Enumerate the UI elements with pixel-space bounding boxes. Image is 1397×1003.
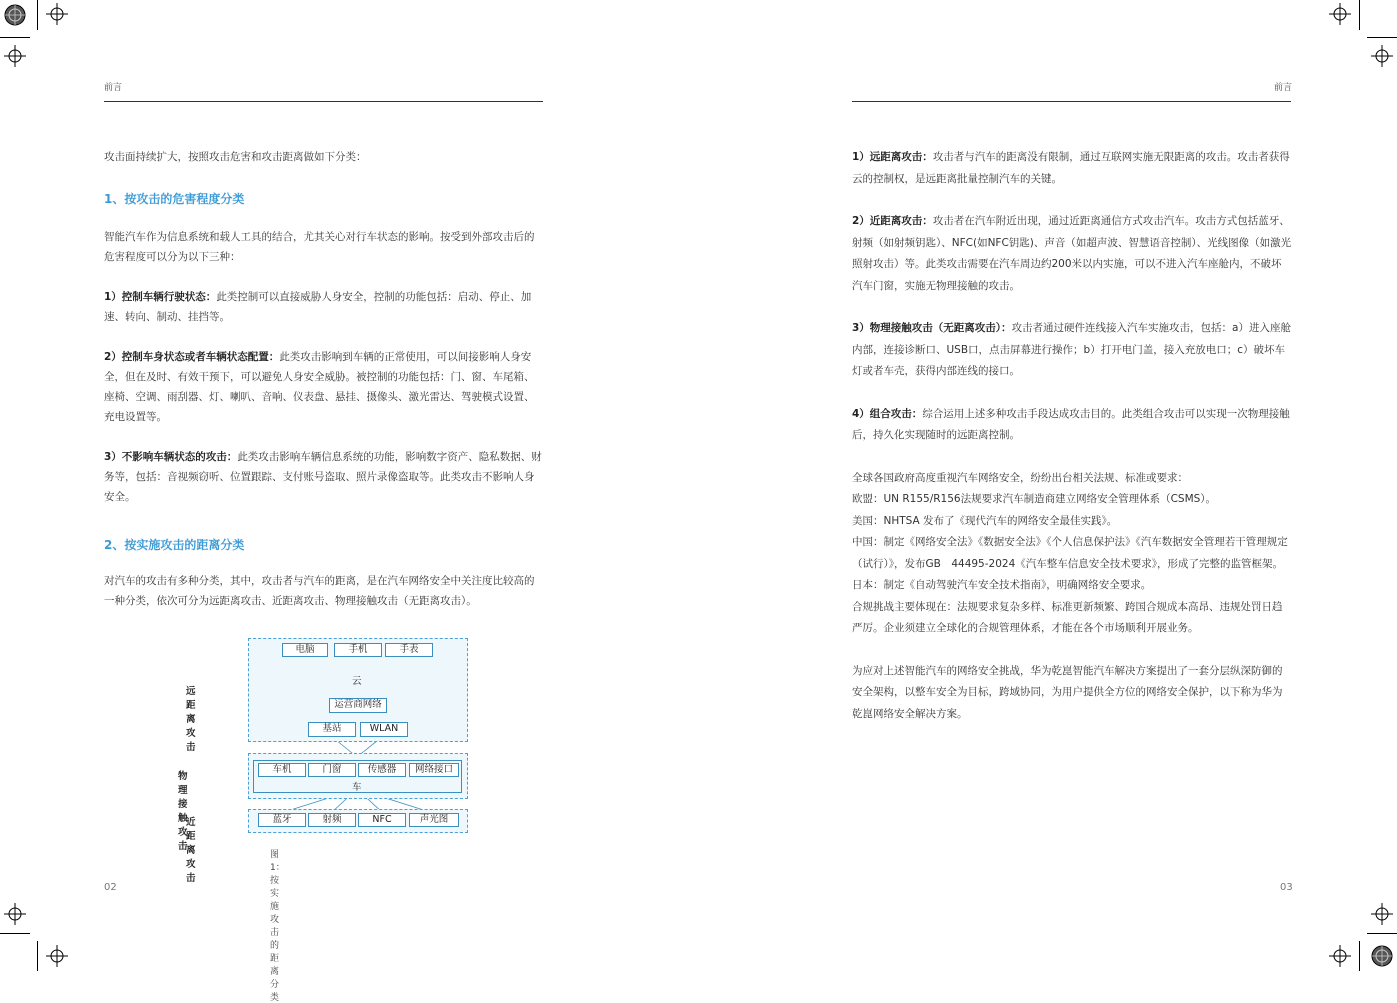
section-intro: 对汽车的攻击有多种分类，其中，攻击者与汽车的距离，是在汽车网络安全中关注度比较高的一种分类，依次可分为远距离攻击、近距离攻击、物理接触攻击（无距离攻击）。 bbox=[104, 575, 535, 607]
diagram-node: WLAN bbox=[360, 722, 408, 737]
list-item: 2）近距离攻击：攻击者在汽车附近出现，通过近距离通信方式攻击汽车。攻击方式包括蓝牙、射频（如射频钥匙）、NFC(如NFC钥匙)、声音（如超声波、智慧语音控制）、光线图像（如激光照射攻击）等。此类攻击需要在汽车周边约200米以内实施，可以不进入汽车座舱内，不破坏汽车门窗，实施无物理接触的攻击。 bbox=[852, 215, 1292, 292]
group-label-physical: 物理接触攻击 bbox=[178, 771, 188, 852]
right-body bbox=[852, 147, 1292, 725]
regulation-line: 日本：制定《自动驾驶汽车安全技术指南》，明确网络安全要求。 bbox=[852, 579, 1152, 591]
registration-mark-icon bbox=[1329, 945, 1351, 967]
crop-mark bbox=[1367, 933, 1397, 934]
diagram-node: 传感器 bbox=[358, 763, 406, 777]
regulation-line: 中国：制定《网络安全法》《数据安全法》《个人信息保护法》《汽车数据安全管理若干管理规定（试行）》，发布GB 44495-2024《汽车整车信息安全技术要求》，形成了完整的监管框架。 bbox=[852, 536, 1288, 570]
regulation-line: 欧盟：UN R155/R156法规要求汽车制造商建立网络安全管理体系（CSMS）。 bbox=[852, 493, 1217, 505]
diagram-node: 运营商网络 bbox=[329, 698, 387, 713]
car-label: 车 bbox=[352, 782, 362, 793]
diagram-node: 车机 bbox=[258, 763, 306, 777]
intro-paragraph: 攻击面持续扩大，按照攻击危害和攻击距离做如下分类： bbox=[104, 151, 367, 163]
diagram-node: 门窗 bbox=[308, 763, 356, 777]
header-rule bbox=[852, 101, 1291, 102]
conclusion-paragraph: 为应对上述智能汽车的网络安全挑战，华为乾崑智能汽车解决方案提出了一套分层纵深防御的安全架构，以整车安全为目标，跨域协同，为用户提供全方位的网络安全保护，以下称为华为乾崑网络安全解决方案。 bbox=[852, 664, 1283, 720]
crop-mark bbox=[1359, 0, 1360, 30]
list-item: 4）组合攻击：综合运用上述多种攻击手段达成攻击目的。此类组合攻击可以实现一次物理接触后，持久化实现随时的远距离控制。 bbox=[852, 407, 1290, 441]
diagram-node: 网络接口 bbox=[409, 763, 459, 777]
section-intro: 智能汽车作为信息系统和载人工具的结合，尤其关心对行车状态的影响。按受到外部攻击后的危害程度可以分为以下三种： bbox=[104, 231, 535, 263]
figure-caption: 图1：按实施攻击的距离分类 bbox=[270, 850, 285, 1003]
registration-mark-icon bbox=[1371, 45, 1393, 67]
section-heading: 2、按实施攻击的距离分类 bbox=[104, 538, 245, 552]
registration-mark-icon bbox=[1371, 903, 1393, 925]
diagram-node: 声光图 bbox=[409, 813, 459, 827]
list-item: 2）控制车身状态或者车辆状态配置：此类攻击影响到车辆的正常使用，可以间接影响人身安全，但在及时、有效干预下，可以避免人身安全威胁。被控制的功能包括：门、窗、车尾箱、座椅、空调、雨刮器、灯、喇叭、音响、仪表盘、悬挂、摄像头、激光雷达、驾驶模式设置、充电设置等。 bbox=[104, 351, 535, 423]
group-label-remote: 远距离攻击 bbox=[186, 686, 196, 753]
diagram-node: 手表 bbox=[385, 643, 433, 657]
crop-mark bbox=[1359, 941, 1360, 971]
crop-mark bbox=[1367, 37, 1397, 38]
diagram-node: 基站 bbox=[308, 722, 356, 737]
list-item: 3）物理接触攻击（无距离攻击）：攻击者通过硬件连线接入汽车实施攻击，包括：a）进入座舱内部，连接诊断口、USB口，点击屏幕进行操作；b）打开电门盖，接入充放电口；c）破坏车灯或者车壳，获得内部连线的接口。 bbox=[852, 322, 1291, 377]
page-number: 02 bbox=[104, 882, 117, 893]
cloud-label: 云 bbox=[352, 676, 362, 687]
diagram-node: NFC bbox=[358, 813, 406, 827]
registration-mark-icon bbox=[1329, 3, 1351, 25]
regulation-line: 美国：NHTSA 发布了《现代汽车的网络安全最佳实践》。 bbox=[852, 514, 1118, 527]
diagram-node: 手机 bbox=[334, 643, 382, 657]
color-wheel-icon bbox=[1371, 945, 1393, 967]
section-heading: 1、按攻击的危害程度分类 bbox=[104, 192, 245, 206]
diagram-node: 蓝牙 bbox=[258, 813, 306, 827]
list-item: 1）控制车辆行驶状态：此类控制可以直接威胁人身安全，控制的功能包括：启动、停止、加速、转向、制动、挂挡等。 bbox=[104, 291, 532, 323]
diagram-node: 电脑 bbox=[282, 643, 328, 657]
group-label-near: 近距离攻击 bbox=[186, 817, 196, 884]
list-item: 3）不影响车辆状态的攻击：此类攻击影响车辆信息系统的功能，影响数字资产、隐私数据、财务等，包括：音视频窃听、位置跟踪、支付账号盗取、照片录像盗取等。此类攻击不影响人身安全。 bbox=[104, 451, 542, 503]
page-number: 03 bbox=[1280, 882, 1293, 893]
diagram-node: 射频 bbox=[308, 813, 356, 827]
list-item: 1）远距离攻击：攻击者与汽车的距离没有限制，通过互联网实施无限距离的攻击。攻击者获得云的控制权，是远距离批量控制汽车的关键。 bbox=[852, 151, 1290, 185]
running-header: 前言 bbox=[1274, 83, 1293, 93]
running-header: 前言 bbox=[104, 83, 123, 93]
regulation-line: 合规挑战主要体现在：法规要求复杂多样、标准更新频繁、跨国合规成本高昂、违规处罚日趋严厉。企业须建立全球化的合规管理体系，才能在各个市场顺利开展业务。 bbox=[852, 600, 1283, 634]
regulation-line: 全球各国政府高度重视汽车网络安全，纷纷出台相关法规、标准或要求： bbox=[852, 471, 1188, 484]
